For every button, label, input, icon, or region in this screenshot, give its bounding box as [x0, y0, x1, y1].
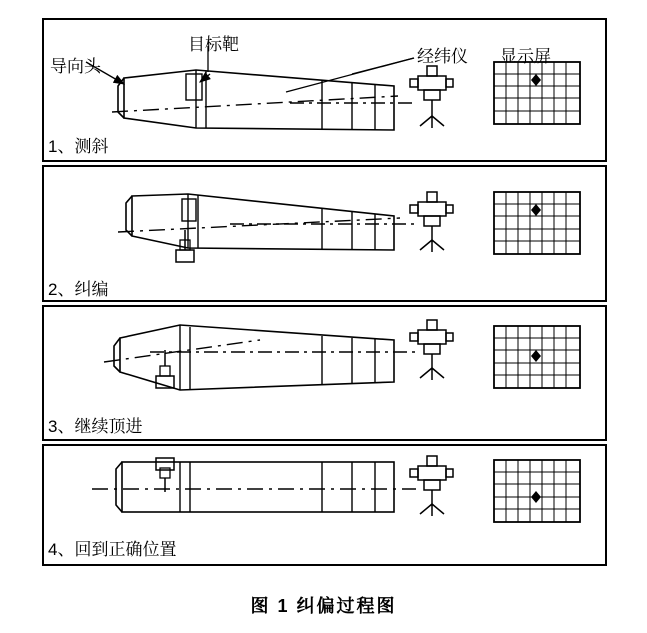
theodolite-label: 经纬仪 — [417, 47, 468, 66]
display-label: 显示屏 — [500, 47, 551, 66]
figure-caption: 图 1 纠偏过程图 — [250, 596, 397, 616]
display-screen-4 — [494, 460, 580, 522]
theodolite-4 — [410, 456, 453, 516]
panel-label-3: 3、继续顶进 — [48, 417, 143, 436]
correction-jack-3 — [156, 350, 174, 388]
display-screen-3 — [494, 326, 580, 388]
correction-jack-4 — [156, 458, 174, 492]
guide-head-label: 导向头 — [50, 57, 101, 76]
display-screen-1 — [494, 62, 580, 124]
panel-label-1: 1、测斜 — [48, 137, 109, 156]
panel-label-4: 4、回到正确位置 — [48, 540, 177, 559]
target-label: 目标靶 — [188, 35, 239, 54]
theodolite-1 — [410, 66, 453, 128]
display-screen-2 — [494, 192, 580, 254]
theodolite-3 — [410, 320, 453, 380]
panel-3-drawing — [104, 320, 580, 390]
theodolite-2 — [410, 192, 453, 252]
panel-label-2: 2、纠编 — [48, 280, 109, 299]
panel-2-drawing — [118, 192, 580, 262]
panel-4-drawing — [92, 456, 580, 522]
